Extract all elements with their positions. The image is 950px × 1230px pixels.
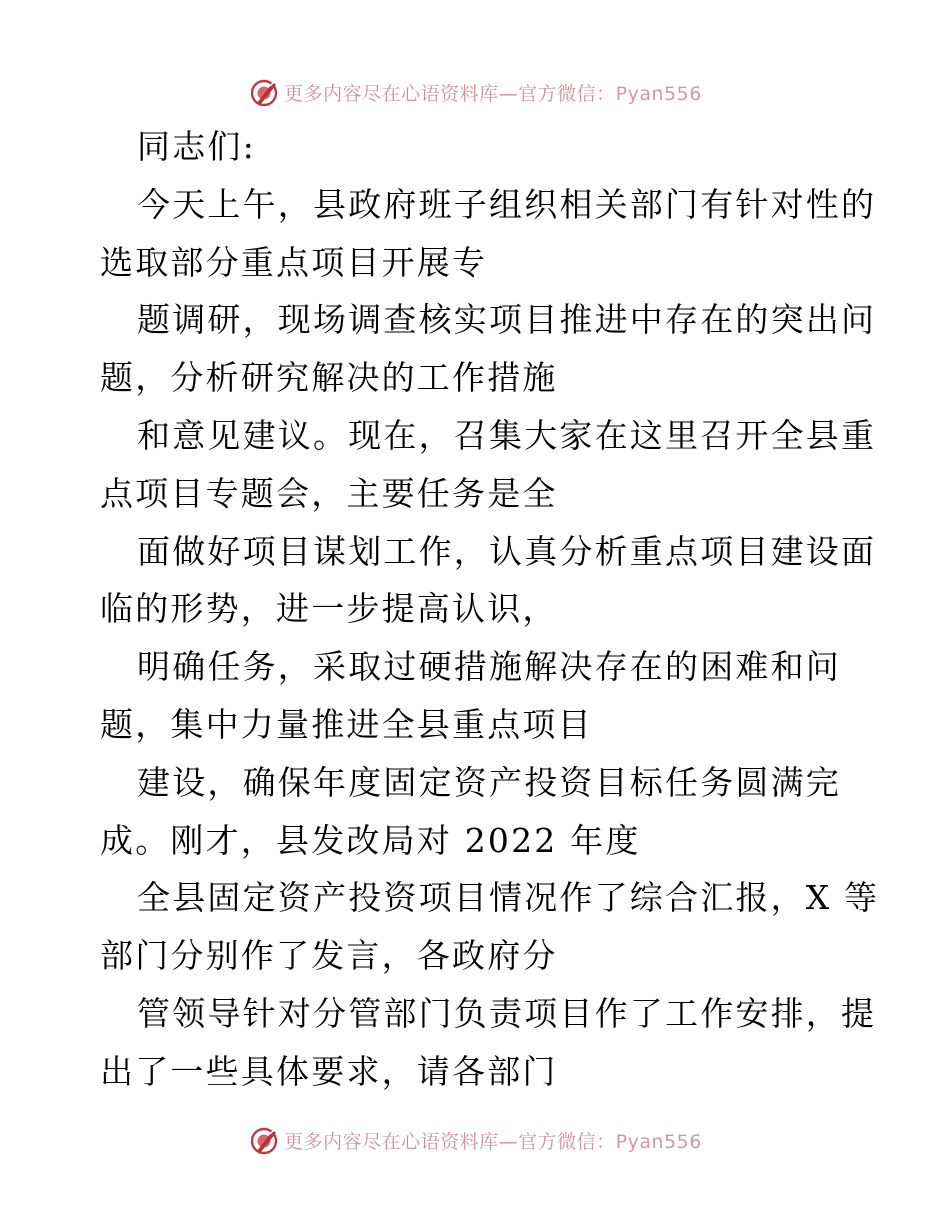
- paragraph-line: 和意见建议。现在，召集大家在这里召开全县重: [137, 415, 877, 455]
- paragraph-line: 面做好项目谋划工作，认真分析重点项目建设面: [137, 531, 877, 571]
- paragraph-line: 今天上午，县政府班子组织相关部门有针对性的: [137, 184, 877, 224]
- paragraph-line: 成。刚才，县发改局对 2022 年度: [100, 820, 641, 860]
- salutation: 同志们:: [137, 127, 256, 166]
- pen-circle-logo-icon: [248, 76, 280, 108]
- watermark-text: 更多内容尽在心语资料库—官方微信：Pyan556: [284, 82, 702, 105]
- pen-circle-logo-icon: [248, 1124, 280, 1156]
- paragraph-line: 选取部分重点项目开展专: [100, 242, 488, 282]
- paragraph-line: 点项目专题会，主要任务是全: [100, 473, 558, 513]
- document-body: [100, 118, 880, 1101]
- paragraph-line: 题调研，现场调查核实项目推进中存在的突出问: [137, 300, 877, 340]
- paragraph-line: 题，集中力量推进全县重点项目: [100, 704, 593, 744]
- paragraph-line: 明确任务，采取过硬措施解决存在的困难和问: [137, 647, 841, 687]
- watermark-text: 更多内容尽在心语资料库—官方微信：Pyan556: [284, 1130, 702, 1153]
- paragraph-line: 管领导针对分管部门负责项目作了工作安排，提: [137, 993, 877, 1033]
- paragraph-line: 题，分析研究解决的工作措施: [100, 358, 558, 398]
- paragraph-line: 全县固定资产投资项目情况作了综合汇报，X 等: [137, 878, 880, 918]
- paragraph-line: 建设，确保年度固定资产投资目标任务圆满完: [137, 762, 841, 802]
- watermark-footer: [0, 1120, 950, 1160]
- paragraph-line: 出了一些具体要求，请各部门: [100, 1051, 558, 1091]
- paragraph-line: 部门分别作了发言，各政府分: [100, 936, 558, 976]
- paragraph-line: 临的形势，进一步提高认识，: [100, 589, 558, 629]
- watermark-header: [0, 72, 950, 112]
